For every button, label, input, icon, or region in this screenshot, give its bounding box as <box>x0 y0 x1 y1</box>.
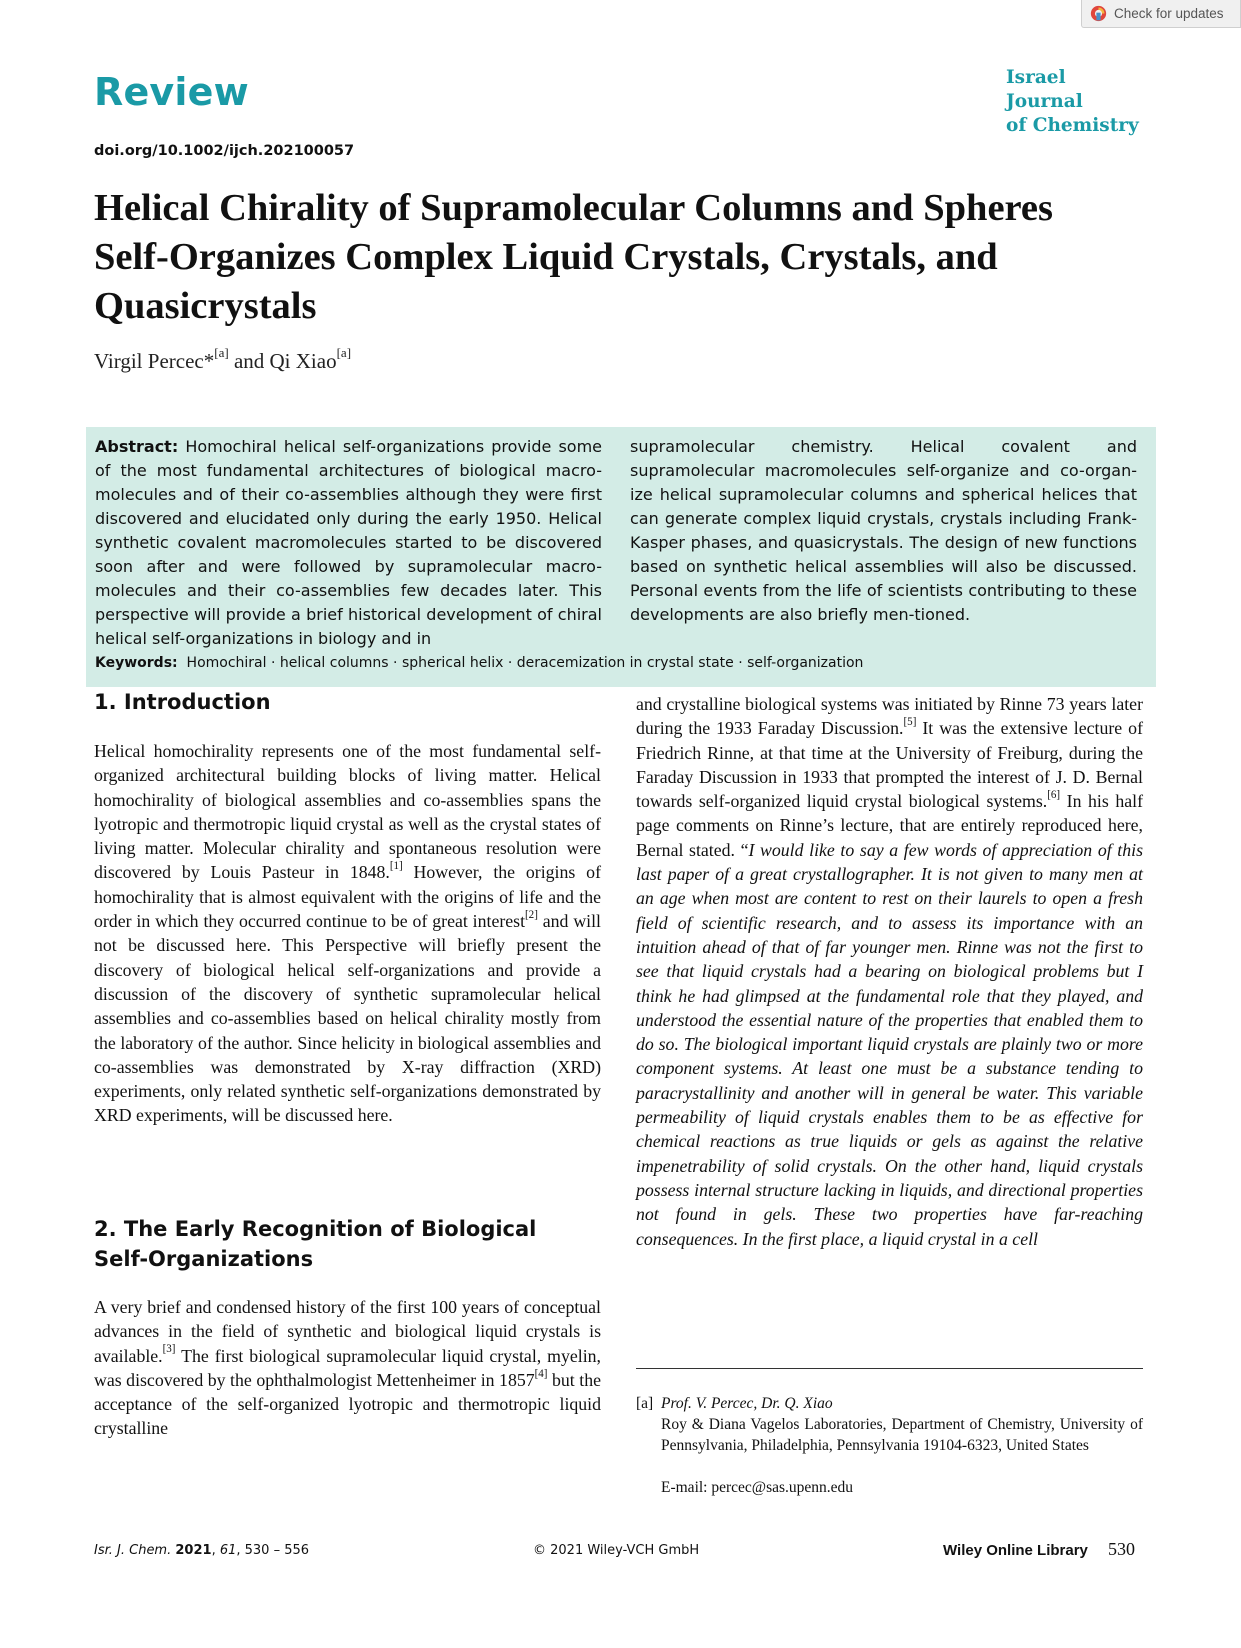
citation-footer: Isr. J. Chem. 2021, 61, 530 – 556 <box>94 1543 310 1558</box>
affiliation-marker: [a] <box>214 345 229 361</box>
title-line: Quasicrystals <box>94 285 317 327</box>
article-title <box>94 184 1154 331</box>
section-type-label: Review <box>94 70 249 114</box>
journal-abbr: Isr. J. Chem. <box>94 1543 172 1558</box>
intro-paragraph <box>94 739 601 1128</box>
right-column-paragraph <box>636 692 1143 1251</box>
footnote-divider <box>636 1368 1143 1369</box>
paragraph-text: and will not be discussed here. This Perspective will briefly present the discovery of biological helical self-organizations and provide a discussion of the discovery of synthetic supramolecular helical assemblies and co-assemblies based on helical chirality mostly from the laboratory of the author. Since helicity in biological assemblies and co-assemblies was demonstrated by X-ray diffraction (XRD) experiments, only related synthetic self-organizations demonstrated by XRD experiments, will be discussed here. <box>94 911 601 1126</box>
section-heading-introduction: 1. Introduction <box>94 690 271 714</box>
paragraph-text: A very brief and condensed history of the first 100 years of conceptual advances in the field of synthetic and biological liquid crystals is available. <box>94 1297 601 1366</box>
affiliation-marker: [a] <box>336 345 352 361</box>
title-line: Helical Chirality of Supramolecular Columns and Spheres <box>94 187 1054 229</box>
author-name[interactable]: Virgil Percec* <box>94 349 215 373</box>
affiliation-names: Prof. V. Percec, Dr. Q. Xiao <box>661 1395 833 1412</box>
affiliation-tag: [a] <box>636 1395 654 1412</box>
affiliation-address: Roy & Diana Vagelos Laboratories, Department of Chemistry, University of Pennsylvania, Philadelphia, Pennsylvania 19104-6323, United States <box>661 1416 1143 1454</box>
paragraph-text: It was the extensive lecture of Friedrich Rinne, at that time at the University of Freiburg, during the Faraday Discussion in 1933 that prompted the interest of J. D. Bernal towards self-organized liquid crystal biological systems. <box>636 718 1143 812</box>
journal-name-line1: Israel Journal <box>1006 67 1083 112</box>
bernal-quote: I would like to say a few words of appreciation of this last paper of a great crystallographer. It is not given to many men at an age when most are content to rest on their laurels to open a fresh field of scientific research, and to assess its importance with an intuition ahead of that of far younger men. Rinne was not the first to see that liquid crystals had a bearing on biological problems but I think he had glimpsed at the fundamental role that they played, and understood the essential nature of the properties that enabled them to do so. The biological important liquid crystals are plainly two or more component systems. At least one must be a substance tending to paracrystallinity and another will in general be water. This variable permeability of liquid crystals enables them to be as effective for chemical reactions as true liquids or gels as against the relative impenetrability of solid crystals. On the other hand, liquid crystals possess internal structure lacking in liquids, and directional properties not found in gels. These two properties have far-reaching consequences. In the first place, a liquid crystal in a cell <box>636 839 1143 1249</box>
abstract-right-column: supramolecular chemistry. Helical covalent and supramolecular macromolecules self-organize and co-organ-ize helical supramolecular columns and spherical helices that can generate complex liquid crystals, crystals including Frank-Kasper phases, and quasicrystals. The design of new functions based on synthetic helical assemblies will also be discussed. Personal events from the life of scientists contributing to these developments are also briefly men-tioned. <box>630 437 1137 624</box>
heading-line: Self-Organizations <box>94 1247 314 1271</box>
paragraph-text: Helical homochirality represents one of the most fundamental self-organized architectural building blocks of living matter. Helical homochirality of biological assemblies and co-assemblies spans the lyotropic and thermotropic liquid crystal as well as the crystal states of living matter. Molecular chirality and spontaneous resolution were discovered by Louis Pasteur in 1848. <box>94 741 601 883</box>
volume: 61 <box>219 1543 237 1558</box>
keywords-label: Keywords: <box>95 655 178 671</box>
abstract-label: Abstract: <box>95 437 179 456</box>
copyright-notice: © 2021 Wiley-VCH GmbH <box>533 1543 700 1558</box>
citation-ref[interactable]: [6] <box>1047 789 1061 802</box>
doi-link[interactable]: doi.org/10.1002/ijch.202100057 <box>94 143 355 159</box>
paragraph-text: but the acceptance of the self-organized lyotropic and thermotropic liquid crystalline <box>94 1369 601 1439</box>
author-name[interactable]: and Qi Xiao <box>228 349 337 373</box>
heading-line: 2. The Early Recognition of Biological <box>94 1217 537 1241</box>
citation-ref[interactable]: [4] <box>534 1367 548 1380</box>
page-number: 530 <box>1108 1539 1135 1559</box>
author-list <box>94 345 352 374</box>
citation-ref[interactable]: [2] <box>525 908 538 921</box>
title-line: Self-Organizes Complex Liquid Crystals, Crystals, and <box>94 236 998 278</box>
citation-ref[interactable]: [1] <box>389 860 403 873</box>
section2-paragraph <box>94 1295 601 1441</box>
keywords-line <box>95 655 863 671</box>
check-for-updates-button[interactable] <box>1081 0 1241 28</box>
abstract-left-column <box>95 435 602 651</box>
paragraph-text: and crystalline biological systems was initiated by Rinne 73 years later during the 1933 Faraday Discussion. <box>636 694 1143 739</box>
page-range: 530 – 556 <box>244 1543 310 1558</box>
paragraph-text: However, the origins of homochirality that is almost equivalent with the origins of life and the order in which they occurred continue to be of great interest <box>94 862 601 932</box>
journal-name-line2: of Chemistry <box>1006 115 1139 136</box>
wiley-online-library-link[interactable]: Wiley Online Library <box>943 1542 1088 1559</box>
journal-logo <box>1006 66 1146 138</box>
paragraph-text: The first biological supramolecular liquid crystal, myelin, was discovered by the ophthalmologist Mettenheimer in 1857 <box>94 1345 601 1390</box>
crossmark-icon <box>1090 5 1107 22</box>
keywords-text: Homochiral · helical columns · spherical helix · deracemization in crystal state · self-organization <box>186 655 864 671</box>
citation-ref[interactable]: [5] <box>903 716 917 729</box>
abstract-box <box>86 427 1156 687</box>
abstract-text: Homochiral helical self-organizations provide some of the most fundamental architectures of biological macro-molecules and of their co-assemblies although they were first discovered and elucidated only during the early 1950. Helical synthetic covalent macromolecules started to be discovered soon after and were followed by supramolecular macro-molecules and their co-assemblies few decades later. This perspective will provide a brief historical development of chiral helical self-organizations in biology and in <box>95 437 602 648</box>
section-heading-early-recognition <box>94 1214 536 1274</box>
citation-ref[interactable]: [3] <box>162 1343 176 1356</box>
paragraph-text: In his half page comments on Rinne’s lecture, that are entirely reproduced here, Bernal stated. “ <box>636 791 1144 860</box>
year: 2021 <box>175 1543 212 1558</box>
affiliation-email[interactable]: E-mail: percec@sas.upenn.edu <box>661 1479 854 1496</box>
check-for-updates-label: Check for updates <box>1114 6 1224 21</box>
